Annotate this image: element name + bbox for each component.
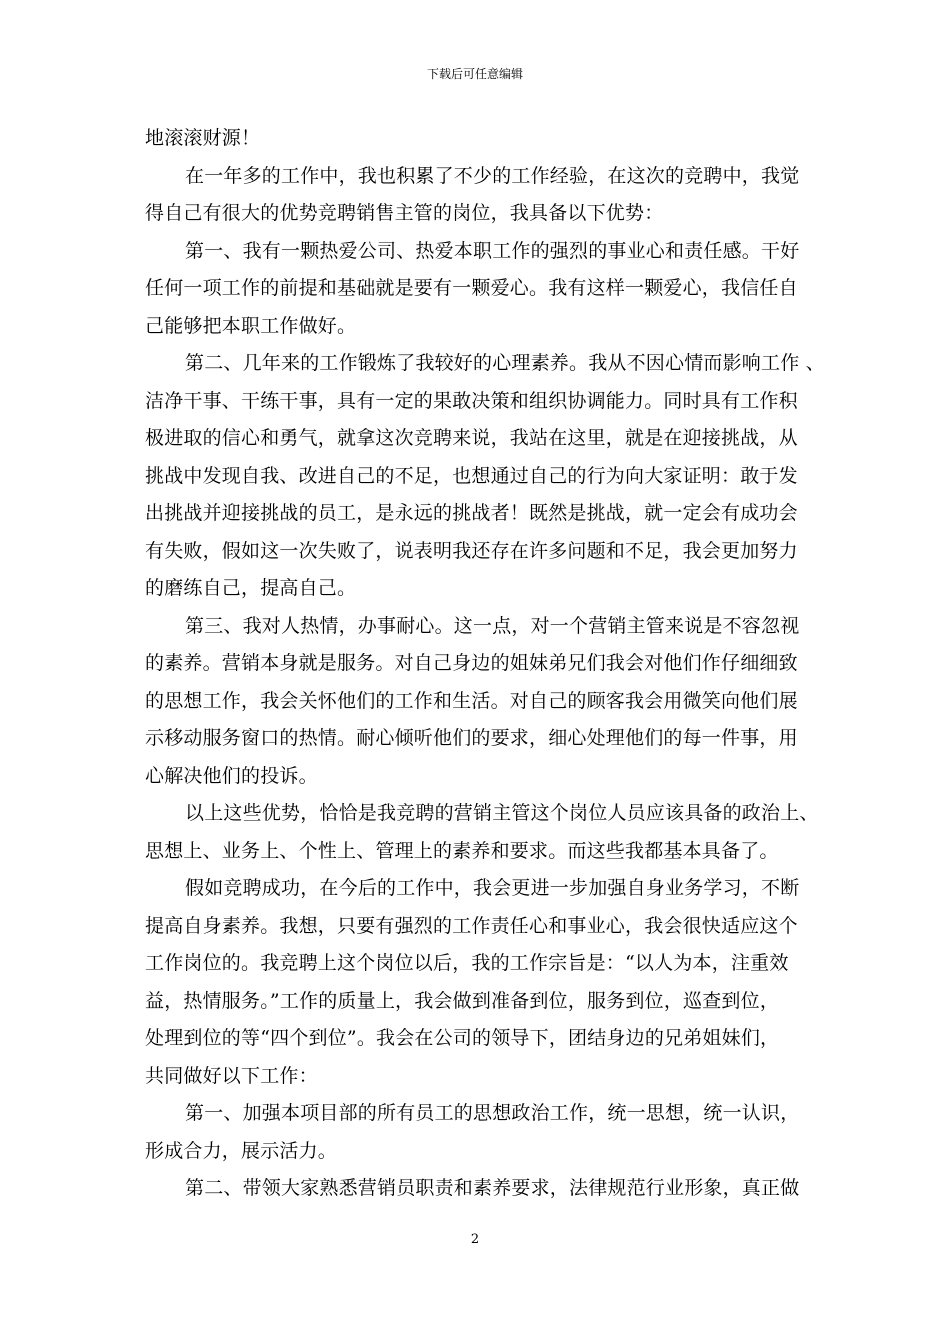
page-number: 2 [470,1232,480,1247]
text-line: 第二、几年来的工作锻炼了我较好的心理素养。我从不因心情而影响工作 、 [185,352,825,374]
text-line: 有失败，假如这一次失败了，说表明我还存在许多问题和不足，我会更加努力 [145,539,798,562]
text-line: 任何一项工作的前提和基础就是要有一颗爱心。我有这样一颗爱心，我信任自 [145,277,798,299]
text-line: 形成合力，展示活力。 [145,1139,338,1162]
text-line: 提高自身素养。我想，只要有强烈的工作责任心和事业心，我会很快适应这个 [145,914,798,937]
text-line: 得自己有很大的优势竞聘销售主管的岗位，我具备以下优势： [145,202,664,224]
text-line: 以上这些优势，恰恰是我竞聘的营销主管这个岗位人员应该具备的政治上、 [185,802,819,824]
text-line: 的思想工作，我会关怀他们的工作和生活。对自己的顾客我会用微笑向他们展 [145,689,798,712]
text-line: 在一年多的工作中，我也积累了不少的工作经验，在这次的竞聘中，我觉 [185,164,800,187]
text-line: 第一、我有一颗热爱公司、热爱本职工作的强烈的事业心和责任感。干好 [185,239,800,262]
text-line: 极进取的信心和勇气，就拿这次竞聘来说，我站在这里，就是在迎接挑战，从 [145,427,798,449]
page-header: 下载后可任意编辑 [426,67,523,81]
text-line: 地滚滚财源！ [145,127,261,149]
text-line: 出挑战并迎接挑战的员工，是永远的挑战者！既然是挑战，就一定会有成功会 [145,502,798,524]
text-line: 益，热情服务。”工作的质量上，我会做到准备到位，服务到位，巡查到位， [145,989,780,1012]
text-line: 挑战中发现自我、改进自己的不足，也想通过自己的行为向大家证明：敢于发 [145,464,798,487]
text-line: 的磨练自己，提高自己。 [145,577,357,599]
text-line: 己能够把本职工作做好。 [145,314,357,337]
text-line: 共同做好以下工作： [145,1064,318,1087]
text-line: 假如竞聘成功，在今后的工作中，我会更进一步加强自身业务学习，不断 [185,877,800,899]
text-line: 第二、带领大家熟悉营销员职责和素养要求，法律规范行业形象，真正做 [185,1177,800,1199]
text-line: 洁净干事、干练干事，具有一定的果敢决策和组织协调能力。同时具有工作积 [145,389,798,412]
text-line: 思想上、业务上、个性上、管理上的素养和要求。而这些我都基本具备了。 [145,839,779,862]
text-line: 第三、我对人热情，办事耐心。这一点，对一个营销主管来说是不容忽视 [185,614,800,637]
text-line: 第一、加强本项目部的所有员工的思想政治工作，统一思想，统一认识， [185,1102,800,1124]
text-line: 示移动服务窗口的热情。耐心倾听他们的要求，细心处理他们的每一件事，用 [145,727,798,749]
text-line: 的素养。营销本身就是服务。对自己身边的姐妹弟兄们我会对他们作仔细细致 [145,652,798,674]
document-body [145,120,825,1208]
text-line: 工作岗位的。我竞聘上这个岗位以后，我的工作宗旨是：“以人为本，注重效 [145,952,789,974]
text-line: 处理到位的等“四个到位”。我会在公司的领导下，团结身边的兄弟姐妹们， [145,1027,780,1049]
text-line: 心解决他们的投诉。 [145,764,318,787]
